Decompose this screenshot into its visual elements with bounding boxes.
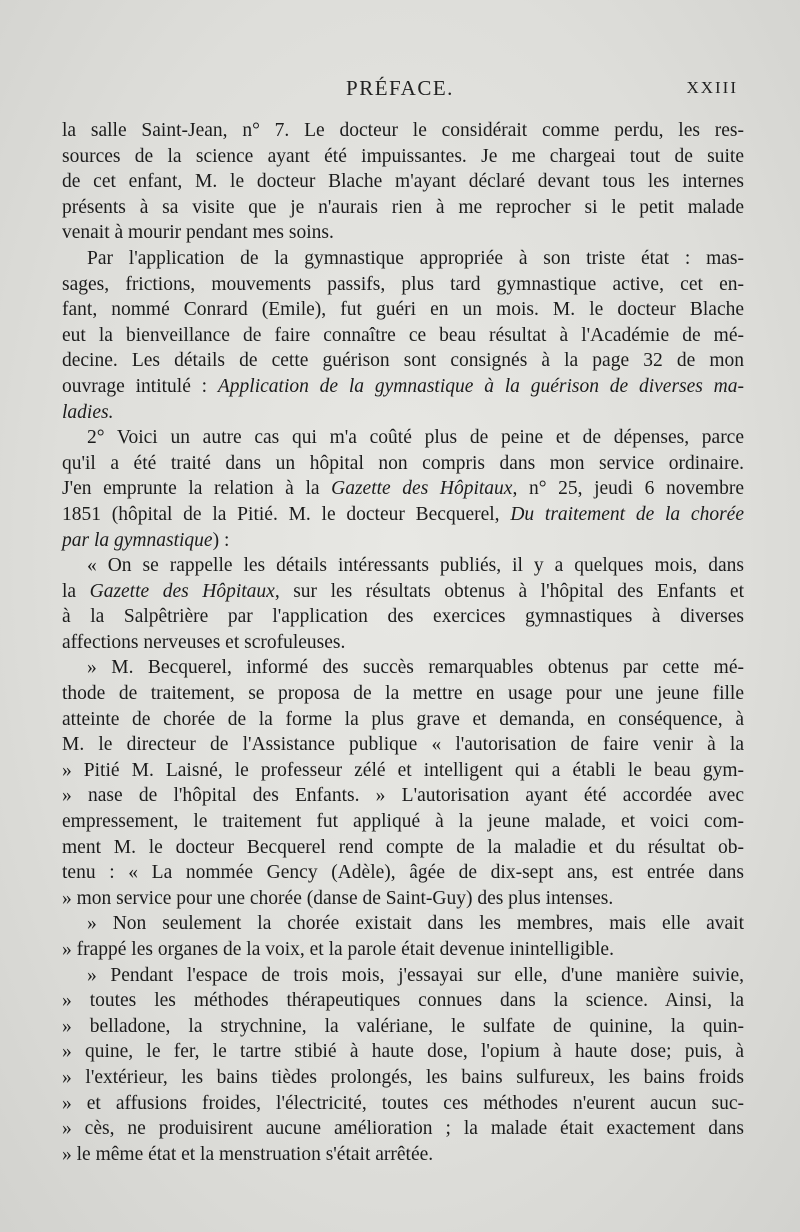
paragraph-2 xyxy=(62,246,744,425)
paragraph-4 xyxy=(62,553,744,655)
text-line: » toutes les méthodes thérapeutiques connues dans la science. Ainsi, la xyxy=(62,990,744,1012)
text-line: » Pitié M. Laisné, le professeur zélé et intelligent qui a établi le beau gym- xyxy=(62,759,744,781)
paragraph-3 xyxy=(62,425,744,553)
text-line: » cès, ne produisirent aucune amélioration ; la malade était exactement dans xyxy=(62,1118,744,1140)
book-title-italic: ladies. xyxy=(62,401,114,423)
text-line: » et affusions froides, l'électricité, toutes ces méthodes n'eurent aucun suc- xyxy=(62,1092,744,1114)
paragraph-6 xyxy=(62,911,744,962)
running-title: PRÉFACE. xyxy=(346,76,454,100)
paragraph-5 xyxy=(62,655,744,911)
text-line xyxy=(62,400,744,426)
text-line xyxy=(62,502,744,528)
text-line: » Non seulement la chorée existait dans les membres, mais elle avait xyxy=(87,913,744,935)
text-line: ment M. le docteur Becquerel rend compte de la maladie et du résultat ob- xyxy=(62,836,744,858)
text-line: qu'il a été traité dans un hôpital non compris dans mon service ordinaire. xyxy=(62,452,744,474)
text-line xyxy=(62,476,744,502)
article-title-italic: Du traitement de la chorée xyxy=(510,503,744,525)
body-text xyxy=(62,118,744,1167)
text-fragment: 1851 (hôpital de la Pitié. M. le docteur Becquerel, xyxy=(62,503,511,525)
paragraph-7 xyxy=(62,963,744,1168)
text-fragment: ) : xyxy=(212,529,230,551)
text-line: M. le directeur de l'Assistance publique « l'autorisation de faire venir à la xyxy=(62,734,744,756)
text-line: thode de traitement, se proposa de la mettre en usage pour une jeune fille xyxy=(62,683,744,705)
page-header xyxy=(60,76,740,106)
text-line: » le même état et la menstruation s'était arrêtée. xyxy=(62,1143,434,1165)
text-line: venait à mourir pendant mes soins. xyxy=(62,222,334,244)
text-line: Par l'application de la gymnastique appropriée à son triste état : mas- xyxy=(87,247,744,269)
text-fragment: , n° 25, jeudi 6 novembre xyxy=(512,478,744,500)
text-line xyxy=(62,528,744,554)
text-line: decine. Les détails de cette guérison sont consignés à la page 32 de mon xyxy=(62,350,744,372)
text-fragment: la xyxy=(62,580,90,602)
text-line: atteinte de chorée de la forme la plus grave et demanda, en conséquence, à xyxy=(62,708,744,730)
article-title-italic: par la gymnastique xyxy=(62,529,213,551)
text-line: » quine, le fer, le tartre stibié à haute dose, l'opium à haute dose; puis, à xyxy=(62,1041,744,1063)
text-line: fant, nommé Conrard (Emile), fut guéri en un mois. M. le docteur Blache xyxy=(62,299,744,321)
journal-title-italic: Gazette des Hôpitaux xyxy=(89,580,275,602)
text-line: « On se rappelle les détails intéressants publiés, il y a quelques mois, dans xyxy=(87,555,744,577)
text-line: tenu : « La nommée Gency (Adèle), âgée de dix-sept ans, est entrée dans xyxy=(62,862,744,884)
text-fragment: , sur les résultats obtenus à l'hôpital des Enfants et xyxy=(274,580,744,602)
text-fragment: J'en emprunte la relation à la xyxy=(62,478,332,500)
text-line: eut la bienveillance de faire connaître ce beau résultat à l'Académie de mé- xyxy=(62,324,744,346)
text-line: de cet enfant, M. le docteur Blache m'ayant déclaré devant tous les internes xyxy=(62,171,744,193)
text-line: sages, frictions, mouvements passifs, plus tard gymnastique active, cet en- xyxy=(62,273,744,295)
journal-title-italic: Gazette des Hôpitaux xyxy=(331,478,513,500)
text-line xyxy=(62,374,744,400)
text-line: » belladone, la strychnine, la valériane, le sulfate de quinine, la quin- xyxy=(62,1015,744,1037)
text-line: présents à sa visite que je n'aurais rien à me reprocher si le petit malade xyxy=(62,196,744,218)
text-line: à la Salpêtrière par l'application des exercices gymnastiques à diverses xyxy=(62,606,744,628)
text-line: » l'extérieur, les bains tièdes prolongés, les bains sulfureux, les bains froids xyxy=(62,1066,744,1088)
text-line: la salle Saint-Jean, n° 7. Le docteur le considérait comme perdu, les res- xyxy=(62,120,744,141)
text-line: sources de la science ayant été impuissantes. Je me chargeai tout de suite xyxy=(62,145,744,167)
text-line: » M. Becquerel, informé des succès remarquables obtenus par cette mé- xyxy=(87,657,744,679)
text-line: empressement, le traitement fut appliqué à la jeune malade, et voici com- xyxy=(62,811,744,833)
text-line: » nase de l'hôpital des Enfants. » L'autorisation ayant été accordée avec xyxy=(62,785,744,807)
book-title-italic: Application de la gymnastique à la guérison de diverses ma- xyxy=(217,375,744,397)
page-number: XXIII xyxy=(686,78,738,97)
text-line: » mon service pour une chorée (danse de Saint-Guy) des plus intenses. xyxy=(62,887,614,909)
text-line xyxy=(62,579,744,605)
text-line: » frappé les organes de la voix, et la parole était devenue inintelligible. xyxy=(62,939,614,960)
text-fragment: ouvrage intitulé : xyxy=(62,375,218,397)
text-line: 2° Voici un autre cas qui m'a coûté plus de peine et de dépenses, parce xyxy=(87,427,744,449)
paragraph-1 xyxy=(62,118,744,246)
text-line: affections nerveuses et scrofuleuses. xyxy=(62,631,346,653)
text-line: » Pendant l'espace de trois mois, j'essayai sur elle, d'une manière suivie, xyxy=(87,964,744,986)
